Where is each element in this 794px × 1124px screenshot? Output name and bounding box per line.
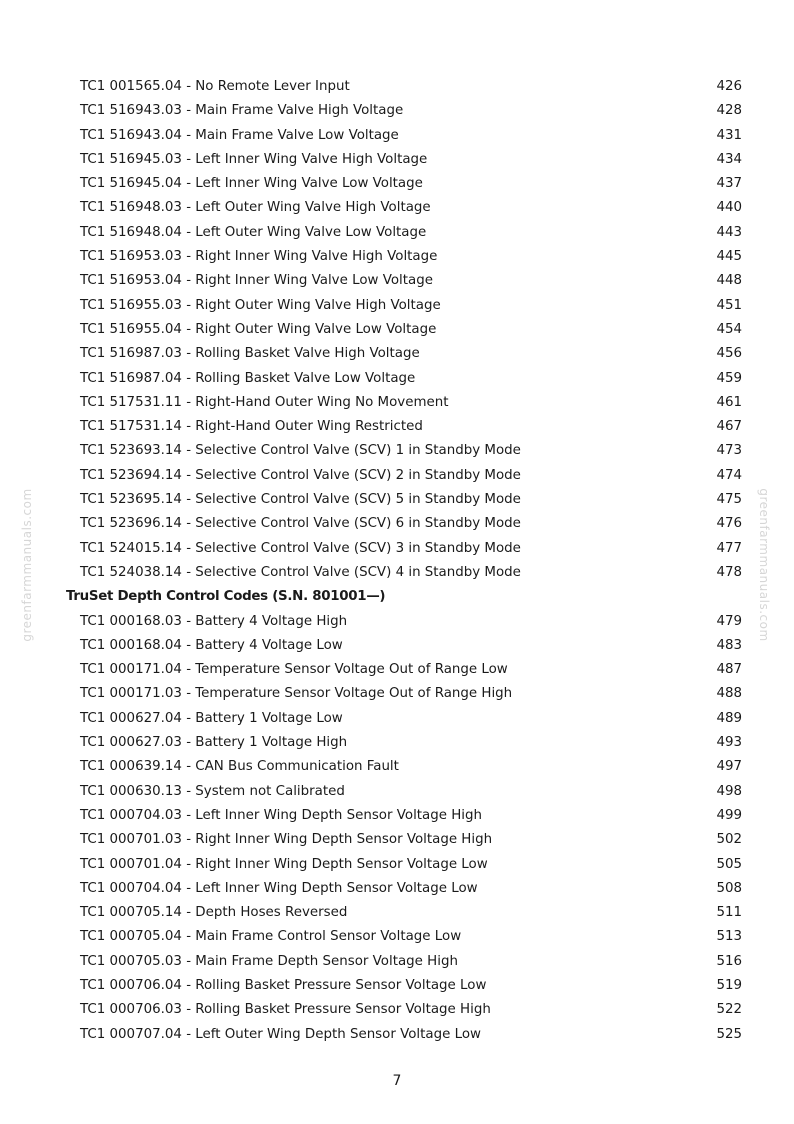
toc-entry-page: 499 (716, 807, 742, 823)
toc-entry[interactable] (0, 342, 794, 366)
toc-entry[interactable] (0, 318, 794, 342)
toc-entry[interactable] (0, 682, 794, 706)
toc-entry-page: 508 (716, 880, 742, 896)
toc-entry[interactable] (0, 464, 794, 488)
toc-entry-title: TC1 000171.03 - Temperature Sensor Voltage Out of Range High (80, 686, 513, 702)
toc-entry[interactable] (0, 804, 794, 828)
toc-entry-title: TC1 000704.03 - Left Inner Wing Depth Sensor Voltage High (80, 807, 483, 823)
toc-entry[interactable] (0, 731, 794, 755)
toc-entry-page: 483 (716, 637, 742, 653)
toc-entry[interactable] (0, 512, 794, 536)
watermark-left: greenfarmmanuals.com (20, 488, 34, 642)
toc-entry[interactable] (0, 148, 794, 172)
toc-entry[interactable] (0, 172, 794, 196)
toc-entry[interactable] (0, 269, 794, 293)
toc-entry-page: 474 (716, 467, 742, 483)
toc-entry-title: TC1 523696.14 - Selective Control Valve (SCV) 6 in Standby Mode (80, 516, 521, 532)
toc-entry-title: TC1 516945.03 - Left Inner Wing Valve High Voltage (80, 151, 428, 167)
toc-entry-page: 454 (716, 321, 742, 337)
toc-entry-title: TC1 516943.04 - Main Frame Valve Low Voltage (80, 127, 399, 143)
page-number: 7 (392, 1073, 402, 1089)
toc-entry-page: 477 (716, 540, 742, 556)
toc-entry-title: TC1 000627.03 - Battery 1 Voltage High (80, 735, 348, 751)
toc-entry-page: 445 (716, 249, 742, 265)
toc-entry-title: TC1 000627.04 - Battery 1 Voltage Low (80, 710, 343, 726)
toc-entry-page: 502 (716, 832, 742, 848)
toc-entry[interactable] (0, 780, 794, 804)
toc-entry-title: TC1 000707.04 - Left Outer Wing Depth Sensor Voltage Low (80, 1026, 481, 1042)
toc-entry-page: 473 (716, 443, 742, 459)
toc-entry-page: 493 (716, 735, 742, 751)
toc-entry-title: TC1 516987.04 - Rolling Basket Valve Low Voltage (80, 370, 416, 386)
toc-entry[interactable] (0, 196, 794, 220)
toc-entry[interactable] (0, 537, 794, 561)
watermark-right: greenfarmmanuals.com (757, 488, 771, 642)
toc-entry-page: 519 (716, 977, 742, 993)
toc-entry-page: 440 (716, 200, 742, 216)
toc-entry[interactable] (0, 391, 794, 415)
toc-entry[interactable] (0, 1023, 794, 1047)
toc-entry-page: 497 (716, 759, 742, 775)
toc-entry-title: TC1 000706.03 - Rolling Basket Pressure Sensor Voltage High (80, 1002, 491, 1018)
toc-entry-page: 522 (716, 1002, 742, 1018)
toc-entry-title: TC1 516945.04 - Left Inner Wing Valve Low Voltage (80, 176, 423, 192)
toc-entry-page: 511 (716, 905, 742, 921)
toc-entry[interactable] (0, 124, 794, 148)
toc-entry-title: TC1 000171.04 - Temperature Sensor Voltage Out of Range Low (80, 662, 508, 678)
toc-entry-title: TC1 001565.04 - No Remote Lever Input (80, 79, 350, 94)
toc-entry-page: 487 (716, 662, 742, 678)
toc-entry[interactable] (0, 853, 794, 877)
toc-entry-title: TC1 516948.03 - Left Outer Wing Valve High Voltage (80, 200, 431, 216)
toc-entry-page: 459 (716, 370, 742, 386)
toc-entry-title: TC1 516987.03 - Rolling Basket Valve High Voltage (80, 346, 420, 362)
toc-entry-page: 488 (716, 686, 742, 702)
toc-entry-page: 467 (716, 419, 742, 435)
toc-entry[interactable] (0, 221, 794, 245)
toc-entry[interactable] (0, 828, 794, 852)
toc-entry-page: 505 (716, 856, 742, 872)
toc-entry[interactable] (0, 294, 794, 318)
toc-entry-page: 479 (716, 613, 742, 629)
toc-entry-page: 489 (716, 710, 742, 726)
toc-entry[interactable] (0, 439, 794, 463)
toc-entry-page: 476 (716, 516, 742, 532)
toc-entry-page: 475 (716, 492, 742, 508)
toc-entry-title: TC1 000639.14 - CAN Bus Communication Fault (80, 759, 399, 775)
toc-entry[interactable] (0, 950, 794, 974)
toc-entry-title: TC1 523693.14 - Selective Control Valve (SCV) 1 in Standby Mode (80, 443, 521, 459)
toc-entry[interactable] (0, 755, 794, 779)
toc-entry[interactable] (0, 925, 794, 949)
toc-entry-page: 434 (716, 151, 742, 167)
toc-entry[interactable] (0, 75, 794, 99)
toc-entry[interactable] (0, 707, 794, 731)
section-heading-title: TruSet Depth Control Codes (S.N. 801001—) (66, 589, 386, 605)
toc-entry-title: TC1 516953.04 - Right Inner Wing Valve Low Voltage (80, 273, 433, 289)
toc-entry-page: 456 (716, 346, 742, 362)
toc-entry-title: TC1 000168.03 - Battery 4 Voltage High (80, 613, 348, 629)
toc-entry-title: TC1 516943.03 - Main Frame Valve High Voltage (80, 103, 404, 119)
toc-entry-title: TC1 000630.13 - System not Calibrated (80, 783, 345, 799)
toc-entry-title: TC1 517531.14 - Right-Hand Outer Wing Restricted (80, 419, 423, 435)
toc-entry-page: 461 (716, 394, 742, 410)
toc-entry[interactable] (0, 658, 794, 682)
toc-entry-page: 431 (716, 127, 742, 143)
toc-entry-title: TC1 523695.14 - Selective Control Valve (SCV) 5 in Standby Mode (80, 492, 521, 508)
toc-entry[interactable] (0, 99, 794, 123)
toc-entry-page: 516 (716, 953, 742, 969)
toc-entry-title: TC1 523694.14 - Selective Control Valve (SCV) 2 in Standby Mode (80, 467, 521, 483)
toc-entry-page: 428 (716, 103, 742, 119)
section-heading (0, 585, 794, 609)
toc-entry-title: TC1 000705.14 - Depth Hoses Reversed (80, 905, 348, 921)
toc-entry-title: TC1 000168.04 - Battery 4 Voltage Low (80, 637, 343, 653)
toc-entry-page: 498 (716, 783, 742, 799)
toc-entry-title: TC1 517531.11 - Right-Hand Outer Wing No Movement (80, 394, 449, 410)
toc-entry-title: TC1 000706.04 - Rolling Basket Pressure Sensor Voltage Low (80, 977, 487, 993)
toc-entry-title: TC1 524038.14 - Selective Control Valve (SCV) 4 in Standby Mode (80, 564, 521, 580)
toc-entry-page: 448 (716, 273, 742, 289)
toc-entry-page: 451 (716, 297, 742, 313)
toc-entry-title: TC1 524015.14 - Selective Control Valve (SCV) 3 in Standby Mode (80, 540, 521, 556)
toc-entry[interactable] (0, 415, 794, 439)
toc-list (0, 75, 794, 1047)
toc-entry[interactable] (0, 998, 794, 1022)
toc-entry-page: 513 (716, 929, 742, 945)
toc-entry-page: 437 (716, 176, 742, 192)
toc-entry[interactable] (0, 610, 794, 634)
toc-entry[interactable] (0, 245, 794, 269)
toc-entry[interactable] (0, 367, 794, 391)
toc-entry[interactable] (0, 488, 794, 512)
toc-entry-title: TC1 516948.04 - Left Outer Wing Valve Low Voltage (80, 224, 427, 240)
toc-entry-page: 426 (716, 79, 742, 94)
toc-entry-page: 443 (716, 224, 742, 240)
toc-entry-title: TC1 000705.04 - Main Frame Control Sensor Voltage Low (80, 929, 462, 945)
toc-entry-title: TC1 516953.03 - Right Inner Wing Valve High Voltage (80, 249, 438, 265)
toc-entry[interactable] (0, 974, 794, 998)
toc-entry[interactable] (0, 634, 794, 658)
toc-entry-page: 525 (716, 1026, 742, 1042)
toc-entry-page: 478 (716, 564, 742, 580)
toc-entry-title: TC1 000705.03 - Main Frame Depth Sensor Voltage High (80, 953, 458, 969)
toc-entry-title: TC1 000701.03 - Right Inner Wing Depth Sensor Voltage High (80, 832, 493, 848)
toc-entry[interactable] (0, 877, 794, 901)
toc-entry-title: TC1 000704.04 - Left Inner Wing Depth Sensor Voltage Low (80, 880, 478, 896)
toc-entry-title: TC1 000701.04 - Right Inner Wing Depth Sensor Voltage Low (80, 856, 488, 872)
toc-entry-title: TC1 516955.04 - Right Outer Wing Valve Low Voltage (80, 321, 437, 337)
toc-entry[interactable] (0, 561, 794, 585)
toc-entry-title: TC1 516955.03 - Right Outer Wing Valve High Voltage (80, 297, 441, 313)
toc-entry[interactable] (0, 901, 794, 925)
